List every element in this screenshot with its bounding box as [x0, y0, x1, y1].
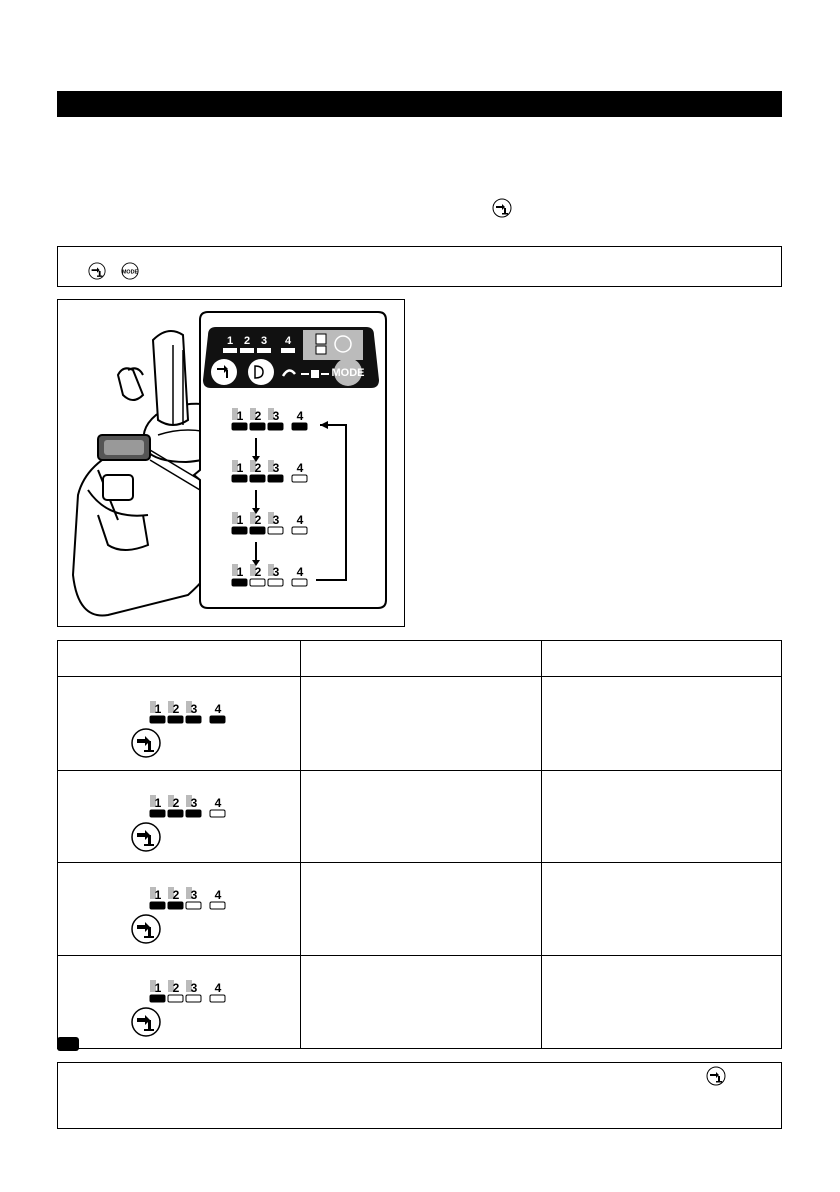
led-segment [250, 579, 265, 586]
led-digit: 2 [172, 888, 180, 902]
led-digit: 1 [154, 702, 162, 716]
led-segment [186, 716, 201, 723]
led-segment [150, 716, 165, 723]
led-segment [186, 995, 201, 1002]
svg-text:3: 3 [260, 335, 268, 347]
led-digit: 3 [272, 565, 280, 579]
led-digit: 3 [272, 461, 280, 475]
led-digit: 2 [172, 981, 180, 995]
led-segment [168, 716, 183, 723]
figure-panel [57, 299, 405, 627]
table-row [58, 677, 782, 771]
impact-force-icon [88, 262, 106, 280]
led-segment [232, 579, 247, 586]
led-segment [186, 902, 201, 909]
led-indicator [58, 771, 298, 857]
led-digit: 3 [190, 888, 198, 902]
table-row [58, 771, 782, 863]
led-segment [268, 527, 283, 534]
mode-icon [121, 262, 139, 280]
impact-force-icon [132, 729, 160, 757]
table-header [542, 641, 782, 677]
table-header [301, 641, 542, 677]
led-digit: 2 [254, 461, 262, 475]
caution-box [57, 1062, 782, 1129]
section-title [57, 96, 65, 112]
led-digit: 4 [296, 461, 304, 475]
led-segment [210, 995, 225, 1002]
led-indicator [58, 863, 298, 950]
impact-force-icon [706, 1066, 726, 1086]
led-indicator [58, 677, 298, 765]
led-digit: 4 [214, 796, 222, 810]
led-segment [268, 475, 283, 482]
led-segment [150, 902, 165, 909]
led-digit: 4 [296, 565, 304, 579]
led-digit: 3 [190, 796, 198, 810]
led-digit: 2 [172, 702, 180, 716]
led-segment [250, 475, 265, 482]
led-segment [268, 579, 283, 586]
led-digit: 4 [214, 702, 222, 716]
led-segment [292, 527, 307, 534]
led-digit: 4 [296, 513, 304, 527]
svg-text:2: 2 [243, 335, 251, 347]
section-title-bar [57, 91, 782, 117]
impact-force-icon [492, 198, 512, 218]
led-digit: 3 [272, 513, 280, 527]
led-digit: 1 [236, 409, 244, 423]
led-digit: 2 [254, 513, 262, 527]
led-segment [292, 579, 307, 586]
table-header-row [58, 641, 782, 677]
table-cell-indicator [58, 956, 301, 1049]
led-digit: 4 [296, 409, 304, 423]
led-digit: 1 [236, 461, 244, 475]
led-digit: 1 [154, 796, 162, 810]
led-segment [150, 810, 165, 817]
tool-illustration [58, 300, 405, 627]
led-digit: 3 [190, 702, 198, 716]
led-digit: 2 [172, 796, 180, 810]
led-segment [250, 423, 265, 430]
led-digit: 2 [254, 409, 262, 423]
led-segment [292, 475, 307, 482]
table-row [58, 863, 782, 956]
svg-text:1: 1 [226, 335, 234, 347]
led-segment [168, 810, 183, 817]
led-digit: 4 [214, 888, 222, 902]
led-digit: 1 [236, 565, 244, 579]
impact-force-table [57, 640, 782, 1049]
impact-force-icon [132, 915, 160, 943]
impact-force-icon [132, 823, 160, 851]
svg-text:MODE: MODE [121, 269, 139, 276]
led-digit: 2 [254, 565, 262, 579]
note-box [57, 246, 782, 287]
led-digit: 1 [236, 513, 244, 527]
table-row [58, 956, 782, 1049]
led-segment [232, 423, 247, 430]
svg-text:4: 4 [284, 335, 292, 347]
table-cell-indicator [58, 863, 301, 956]
led-segment [210, 716, 225, 723]
led-segment [250, 527, 265, 534]
led-segment [210, 902, 225, 909]
mode-label: MODE [331, 367, 365, 379]
led-segment [232, 475, 247, 482]
led-segment [268, 423, 283, 430]
led-segment [210, 810, 225, 817]
table-header [58, 641, 301, 677]
led-digit: 4 [214, 981, 222, 995]
note-tag [57, 1037, 79, 1051]
led-digit: 1 [154, 981, 162, 995]
led-segment [168, 902, 183, 909]
led-digit: 3 [190, 981, 198, 995]
impact-force-icon [132, 1008, 160, 1036]
led-digit: 3 [272, 409, 280, 423]
led-segment [168, 995, 183, 1002]
led-indicator [58, 956, 298, 1043]
led-segment [150, 995, 165, 1002]
table-cell-indicator [58, 677, 301, 771]
led-digit: 1 [154, 888, 162, 902]
led-segment [232, 527, 247, 534]
led-segment [186, 810, 201, 817]
table-cell-indicator [58, 771, 301, 863]
led-segment [292, 423, 307, 430]
